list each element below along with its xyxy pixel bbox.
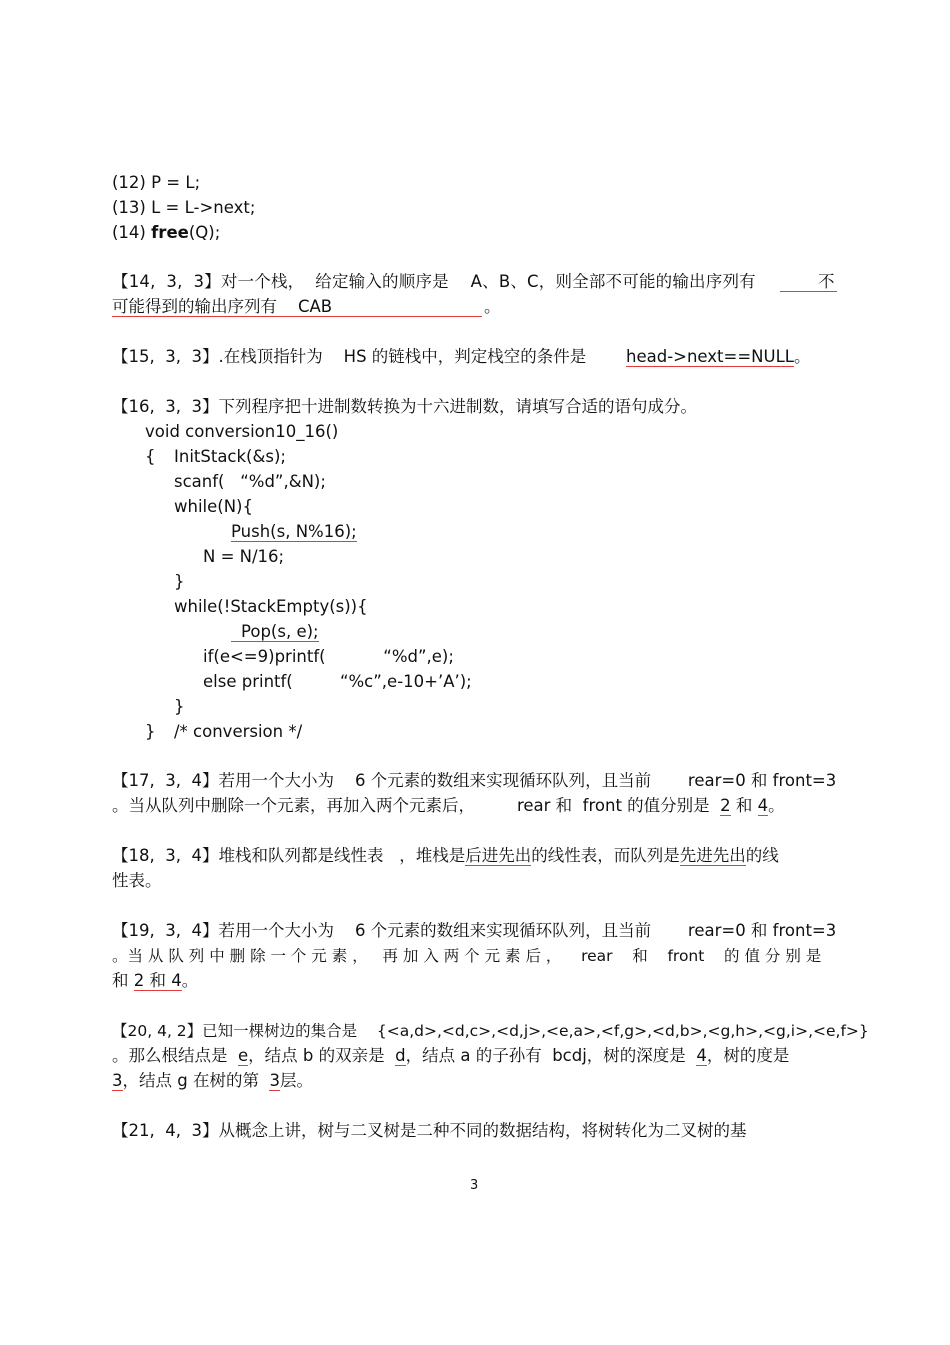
q16-code-close-3: }	[145, 722, 156, 741]
q20-answer-degree: 3	[112, 1071, 123, 1090]
q16-code-divide: N = N/16;	[203, 547, 285, 566]
q16-code-signature: void conversion10_16()	[145, 422, 339, 441]
q16-code-open-brace: {	[145, 447, 156, 466]
q18-line-2: 性表。	[112, 871, 162, 890]
q14-answer-underline-2	[112, 316, 482, 317]
q16-code-close-2: }	[174, 697, 185, 716]
q19-answer: 2 和 4	[133, 971, 182, 990]
q19-line-2: 。当 从 队 列 中 删 除 一 个 元 素 ， 再 加 入 两 个 元 素 后 ， rear 和 front 的 值 分 别 是	[112, 947, 822, 965]
q14-answer-part1: 不	[818, 272, 835, 291]
q15-answer: head->next==NULL。	[626, 347, 811, 366]
q19-line-1: 【19, 3, 4】若用一个大小为 6 个元素的数组来实现循环队列，且当前 rear=0 和 front=3	[112, 921, 837, 940]
q20-line-1: 【20, 4, 2】已知一棵树边的集合是 {<a,d>,<d,c>,<d,j>,<e,a>,<f,g>,<d,b>,<g,h>,<g,i>,<e,f>}	[112, 1022, 869, 1040]
q15-text: 【15, 3, 3】.在栈顶指针为 HS 的链栈中，判定栈空的条件是	[112, 347, 587, 366]
q14-line-1: 【14, 3, 3】对一个栈， 给定输入的顺序是 A、B、C，则全部不可能的输出序列有	[112, 272, 756, 291]
q16-code-printf-digit: if(e<=9)printf( “%d”,e);	[203, 647, 454, 666]
q17-line-1: 【17, 3, 4】若用一个大小为 6 个元素的数组来实现循环队列，且当前 rear=0 和 front=3	[112, 771, 837, 790]
q16-code-initstack: InitStack(&s);	[174, 447, 286, 466]
q16-code-close-1: }	[174, 572, 185, 591]
q16-answer-pop: Pop(s, e);	[231, 621, 319, 643]
q18-answer-queue: 先进先出	[679, 846, 746, 865]
q16-code-scanf: scanf( “%d”,&N);	[174, 472, 326, 491]
q19-line-3: 和 2 和 4。	[112, 971, 199, 990]
q16-code-while-stack: while(!StackEmpty(s)){	[174, 597, 368, 616]
q20-answer-parent: d	[395, 1046, 406, 1065]
q20-line-3: 3，结点 g 在树的第 3层。	[112, 1071, 313, 1090]
q17-answer-front: 4	[757, 796, 769, 815]
q16-code-while-n: while(N){	[174, 497, 253, 516]
q16-code-printf-hex: else printf( “%c”,e-10+’A’);	[203, 672, 472, 691]
q14-end: 。	[484, 297, 501, 316]
free-keyword: free	[151, 223, 189, 242]
q14-answer-part2: 可能得到的输出序列有 CAB	[112, 297, 333, 316]
q16-answer-push: Push(s, N%16);	[231, 522, 357, 541]
code-line-14: (14) free(Q);	[112, 223, 221, 242]
code-line-13: (13) L = L->next;	[112, 198, 256, 217]
q18-line-1: 【18, 3, 4】堆栈和队列都是线性表 ，堆栈是后进先出的线性表，而队列是先进先出的线	[112, 846, 779, 865]
q20-answer-level: 3	[269, 1071, 280, 1090]
q20-line-2: 。那么根结点是 e，结点 b 的双亲是 d，结点 a 的子孙有 bcdj，树的深度是 4，树的度是	[112, 1046, 790, 1065]
q20-answer-depth: 4	[696, 1046, 707, 1065]
q18-answer-stack: 后进先出	[465, 846, 532, 865]
page-number: 3	[470, 1178, 479, 1193]
q17-answer-rear: 2	[720, 796, 731, 815]
q20-answer-root: e	[238, 1046, 249, 1065]
q17-line-2: 。当从队列中删除一个元素，再加入两个元素后， rear 和 front 的值分别是 2 和 4。	[112, 796, 785, 815]
q16-code-comment: /* conversion */	[174, 722, 303, 741]
code-line-12: (12) P = L;	[112, 173, 201, 192]
q16-title: 【16, 3, 3】下列程序把十进制数转换为十六进制数，请填写合适的语句成分。	[112, 397, 697, 416]
q21-text: 【21, 4, 3】从概念上讲，树与二叉树是二种不同的数据结构，将树转化为二叉树的基	[112, 1121, 747, 1140]
